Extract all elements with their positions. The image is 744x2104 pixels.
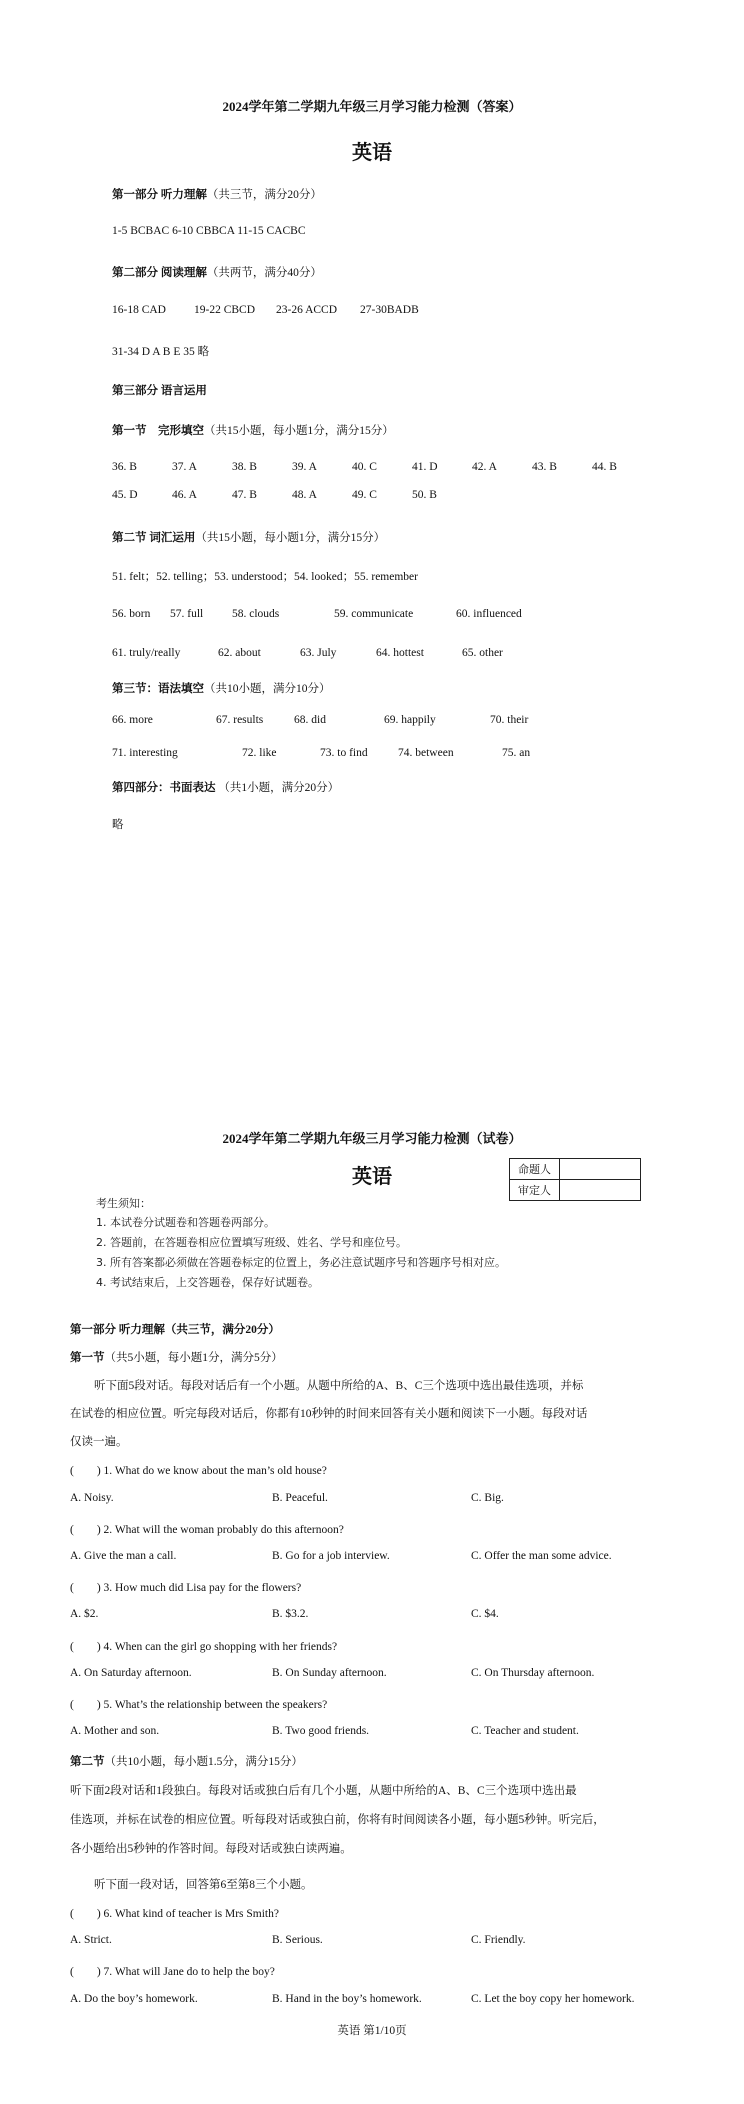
answer-subject: 英语 [352, 140, 392, 164]
vocab-answer: 61. truly/really [112, 647, 181, 659]
exam-sec1-heading: 第一节 [70, 1352, 105, 1364]
cloze-answer: 38. B [232, 461, 257, 473]
sec3-row2 [112, 747, 530, 759]
option-c: C. Let the boy copy her homework. [471, 1993, 635, 2005]
option-a: A. Mother and son. [70, 1725, 160, 1737]
sig-label: 审定人 [510, 1180, 560, 1201]
option-a: A. $2. [70, 1608, 99, 1620]
part1-answers: 1-5 BCBAC 6-10 CBBCA 11-15 CACBC [112, 225, 306, 237]
option-b: B. Peaceful. [272, 1492, 328, 1504]
part4-answer: 略 [112, 819, 124, 831]
sec2-instruction: 各小题给出5秒钟的作答时间。每段对话或独白读两遍。 [70, 1843, 352, 1855]
sec2-row2 [112, 608, 522, 620]
grammar-answer: 74. between [398, 747, 454, 759]
sec2-instruction: 听下面2段对话和1段独白。每段对话或独白后有几个小题，从题中所给的A、B、C三个选项中选出最 [70, 1785, 577, 1797]
sec1-note: （共15小题，每小题1分，满分15分） [204, 425, 394, 437]
grammar-answer: 66. more [112, 714, 153, 726]
option-b: B. $3.2. [272, 1608, 309, 1620]
sec1-row2 [112, 489, 437, 501]
grammar-answer: 72. like [242, 747, 277, 759]
answer-group: 16-18 CAD [112, 304, 166, 316]
cloze-answer: 44. B [592, 461, 617, 473]
question-stem: ( ) 5. What’s the relationship between the speakers? [70, 1699, 328, 1711]
exam-sec2-note: （共10小题，每小题1.5分，满分15分） [104, 1756, 303, 1768]
sec2-heading: 第二节 词汇运用 [112, 532, 196, 544]
question-stem: ( ) 7. What will Jane do to help the boy? [70, 1966, 275, 1978]
sig-value-field [560, 1180, 641, 1201]
signature-table [509, 1158, 641, 1201]
option-c: C. Big. [471, 1492, 504, 1504]
cloze-answer: 42. A [472, 461, 497, 473]
cloze-answer: 40. C [352, 461, 377, 473]
exam-subject: 英语 [352, 1164, 392, 1188]
grammar-answer: 71. interesting [112, 747, 178, 759]
notice-title: 考生须知： [96, 1197, 151, 1210]
sig-value-field [560, 1159, 641, 1180]
option-c: C. Friendly. [471, 1934, 526, 1946]
option-c: C. Teacher and student. [471, 1725, 579, 1737]
option-c: C. $4. [471, 1608, 499, 1620]
option-b: B. Go for a job interview. [272, 1550, 390, 1562]
exam-sec2-heading: 第二节 [70, 1756, 105, 1768]
sig-label: 命题人 [510, 1159, 560, 1180]
sec3-note: （共10小题，满分10分） [204, 683, 331, 695]
vocab-answer: 65. other [462, 647, 503, 659]
sec2-row3 [112, 647, 503, 659]
sec3-row1 [112, 714, 528, 726]
cloze-answer: 43. B [532, 461, 557, 473]
part1-note: （共三节，满分20分） [206, 189, 322, 201]
part1-heading-line [112, 186, 322, 202]
part3-heading: 第三部分 语言运用 [112, 385, 207, 397]
exam-sec2-heading-line [70, 1753, 303, 1769]
part2-note: （共两节，满分40分） [206, 267, 322, 279]
notice-item: 3. 所有答案都必须做在答题卷标定的位置上，务必注意试题序号和答题序号相对应。 [96, 1256, 506, 1269]
grammar-answer: 70. their [490, 714, 529, 726]
sec1-instruction: 在试卷的相应位置。听完每段对话后，你都有10秒钟的时间来回答有关小题和阅读下一小题。每段对话 [70, 1408, 588, 1420]
sec2-sub-instruction: 听下面一段对话，回答第6至第8三个小题。 [94, 1879, 313, 1891]
grammar-answer: 68. did [294, 714, 326, 726]
answer-group: 23-26 ACCD [276, 304, 338, 316]
answer-title: 2024学年第二学期九年级三月学习能力检测（答案） [222, 99, 522, 114]
page-footer: 英语 第1/10页 [337, 2025, 407, 2037]
sec1-instruction: 仅读一遍。 [70, 1436, 128, 1448]
vocab-answer: 64. hottest [376, 647, 424, 659]
vocab-answer: 56. born [112, 608, 151, 620]
sec1-instruction: 听下面5段对话。每段对话后有一个小题。从题中所给的A、B、C三个选项中选出最佳选项，并标 [94, 1380, 584, 1392]
vocab-answer: 62. about [218, 647, 261, 659]
exam-sec1-note: （共5小题，每小题1分，满分5分） [104, 1352, 283, 1364]
cloze-answer: 50. B [412, 489, 437, 501]
option-c: C. Offer the man some advice. [471, 1550, 612, 1562]
sec1-heading-line [112, 422, 394, 438]
cloze-answer: 36. B [112, 461, 137, 473]
part4-heading: 第四部分：书面表达 [112, 782, 216, 794]
option-c: C. On Thursday afternoon. [471, 1667, 595, 1679]
part2-answers-a [112, 304, 419, 316]
vocab-answer: 58. clouds [232, 608, 280, 620]
part2-heading-line [112, 264, 322, 280]
cloze-answer: 47. B [232, 489, 257, 501]
vocab-answer: 60. influenced [456, 608, 522, 620]
sec2-instruction: 佳选项，并标在试卷的相应位置。听每段对话或独白前，你将有时间阅读各小题，每小题5秒钟。听完后， [70, 1814, 605, 1826]
sec1-heading: 第一节 完形填空 [112, 425, 204, 437]
cloze-answer: 37. A [172, 461, 197, 473]
cloze-answer: 48. A [292, 489, 317, 501]
sec2-note: （共15小题，每小题1分，满分15分） [195, 532, 386, 544]
part4-note: （共1小题，满分20分） [218, 782, 340, 794]
option-b: B. Serious. [272, 1934, 323, 1946]
sec3-heading-line [112, 680, 331, 696]
grammar-answer: 69. happily [384, 714, 436, 726]
option-a: A. Give the man a call. [70, 1550, 177, 1562]
question-stem: ( ) 6. What kind of teacher is Mrs Smith? [70, 1908, 279, 1920]
exam-sec1-heading-line [70, 1349, 283, 1365]
part2-heading: 第二部分 阅读理解 [112, 267, 207, 279]
cloze-answer: 46. A [172, 489, 197, 501]
option-a: A. Do the boy’s homework. [70, 1993, 198, 2005]
sec2-heading-line [112, 529, 385, 545]
grammar-answer: 75. an [502, 747, 531, 759]
sec3-heading: 第三节：语法填空 [112, 683, 204, 695]
part1-heading: 第一部分 听力理解 [112, 189, 207, 201]
option-b: B. Two good friends. [272, 1725, 370, 1737]
question-stem: ( ) 3. How much did Lisa pay for the flowers? [70, 1582, 302, 1594]
sec1-row1 [112, 461, 617, 473]
exam-title: 2024学年第二学期九年级三月学习能力检测（试卷） [222, 1131, 522, 1146]
option-a: A. Noisy. [70, 1492, 114, 1504]
answer-group: 19-22 CBCD [194, 304, 256, 316]
question-stem: ( ) 4. When can the girl go shopping with her friends? [70, 1641, 338, 1653]
part2-answers-b: 31-34 D A B E 35 略 [112, 346, 210, 358]
notice-item: 4. 考试结束后，上交答题卷，保存好试题卷。 [96, 1276, 319, 1289]
answer-group: 27-30BADB [360, 304, 419, 316]
option-a: A. Strict. [70, 1934, 112, 1946]
option-a: A. On Saturday afternoon. [70, 1667, 192, 1679]
sec2-row1: 51. felt；52. telling；53. understood；54. looked；55. remember [112, 571, 418, 583]
notice-item: 1. 本试卷分试题卷和答题卷两部分。 [96, 1216, 275, 1229]
vocab-answer: 59. communicate [334, 608, 414, 620]
option-b: B. Hand in the boy’s homework. [272, 1993, 422, 2005]
question-stem: ( ) 1. What do we know about the man’s old house? [70, 1465, 327, 1477]
grammar-answer: 67. results [216, 714, 264, 726]
notice-item: 2. 答题前，在答题卷相应位置填写班级、姓名、学号和座位号。 [96, 1236, 407, 1249]
cloze-answer: 45. D [112, 489, 138, 501]
cloze-answer: 41. D [412, 461, 438, 473]
cloze-answer: 39. A [292, 461, 317, 473]
vocab-answer: 63. July [300, 647, 337, 659]
option-b: B. On Sunday afternoon. [272, 1667, 387, 1679]
vocab-answer: 57. full [170, 608, 204, 620]
grammar-answer: 73. to find [320, 747, 368, 759]
exam-part1-heading: 第一部分 听力理解（共三节，满分20分） [70, 1324, 280, 1336]
part4-heading-line [112, 779, 339, 795]
question-stem: ( ) 2. What will the woman probably do this afternoon? [70, 1524, 344, 1536]
cloze-answer: 49. C [352, 489, 377, 501]
